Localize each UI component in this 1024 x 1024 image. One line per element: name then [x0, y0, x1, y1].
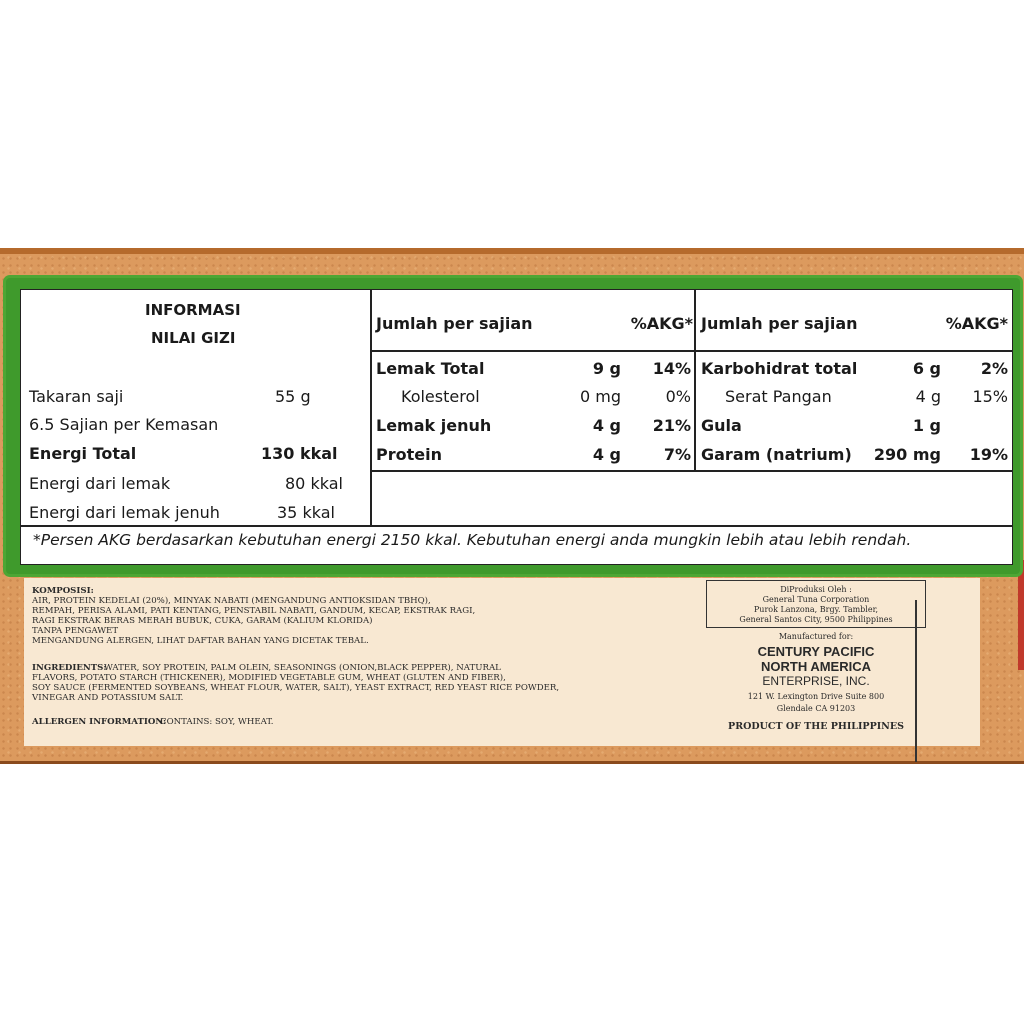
- right-rule: [915, 600, 917, 762]
- row-label: Kolesterol: [401, 387, 480, 406]
- row-amount: 0 mg: [579, 387, 621, 406]
- producer-line: Purok Lanzona, Brgy. Tambler,: [753, 605, 879, 614]
- top-rule: [0, 248, 1024, 254]
- amount-header-left: Jumlah per sajian: [376, 314, 533, 333]
- composition-line: RAGI EKSTRAK BERAS MERAH BUBUK, CUKA, GARAM (KALIUM KLORIDA): [32, 616, 373, 626]
- ingredients-line: SOY SAUCE (FERMENTED SOYBEANS, WHEAT FLOUR, WATER, SALT), YEAST EXTRACT, RED YEAST RICE POWDER,: [32, 683, 560, 693]
- row-amount: 4 g: [592, 445, 621, 464]
- composition-line: TANPA PENGAWET: [32, 626, 119, 636]
- red-edge-strip: [1018, 560, 1024, 670]
- composition-line: MENGANDUNG ALERGEN, LIHAT DAFTAR BAHAN YANG DICETAK TEBAL.: [32, 636, 369, 646]
- column-divider-1: [370, 290, 372, 527]
- ingredients-line: FLAVORS, POTATO STARCH (THICKENER), MODIFIED VEGETABLE GUM, WHEAT (GLUTEN AND FIBER),: [32, 673, 506, 683]
- allergen-heading: ALLERGEN INFORMATION:: [32, 717, 167, 727]
- manufacturer-name: NORTH AMERICA: [760, 659, 871, 674]
- energy-satfat-label: Energi dari lemak jenuh: [29, 503, 220, 522]
- column-divider-2: [694, 290, 696, 470]
- producer-line: General Tuna Corporation: [762, 595, 870, 604]
- serving-size-value: 55 g: [275, 387, 311, 406]
- header-rule: [370, 350, 1012, 352]
- row-label: Lemak Total: [376, 359, 485, 378]
- rows-bottom-rule: [370, 470, 1012, 472]
- row-akg: 0%: [665, 387, 691, 406]
- nutrition-facts-table: [20, 289, 1013, 565]
- manufacturer-address: Glendale CA 91203: [776, 704, 856, 713]
- energy-total-value: 130 kkal: [261, 444, 338, 463]
- ingredients-heading: INGREDIENTS:: [32, 663, 107, 673]
- row-amount: 4 g: [915, 387, 941, 406]
- footnote-rule: [21, 525, 1012, 527]
- row-label: Lemak jenuh: [376, 416, 492, 435]
- akg-footnote: *Persen AKG berdasarkan kebutuhan energi 2150 kkal. Kebutuhan energi anda mungkin lebih atau lebih rendah.: [33, 531, 912, 549]
- akg-header-left: %AKG*: [630, 314, 693, 333]
- energy-total-label: Energi Total: [29, 444, 137, 463]
- row-akg: 2%: [980, 359, 1008, 378]
- manufacturer-name: CENTURY PACIFIC: [757, 644, 875, 659]
- servings-per-pack: 6.5 Sajian per Kemasan: [29, 415, 219, 434]
- row-akg: 19%: [969, 445, 1008, 464]
- composition-line: AIR, PROTEIN KEDELAI (20%), MINYAK NABATI (MENGANDUNG ANTIOKSIDAN TBHQ),: [32, 596, 431, 606]
- energy-fat-label: Energi dari lemak: [29, 474, 171, 493]
- row-akg: 14%: [652, 359, 691, 378]
- manufacturer-address: 121 W. Lexington Drive Suite 800: [747, 692, 885, 701]
- row-amount: 1 g: [912, 416, 941, 435]
- row-label: Karbohidrat total: [701, 359, 858, 378]
- row-akg: 7%: [663, 445, 691, 464]
- row-label: Protein: [376, 445, 442, 464]
- nutrition-heading-line2: NILAI GIZI: [151, 329, 236, 347]
- country-of-origin: PRODUCT OF THE PHILIPPINES: [728, 721, 904, 732]
- ingredients-line: WATER, SOY PROTEIN, PALM OLEIN, SEASONINGS (ONION,BLACK PEPPER), NATURAL: [104, 663, 501, 673]
- amount-header-right: Jumlah per sajian: [701, 314, 858, 333]
- serving-size-label: Takaran saji: [29, 387, 124, 406]
- bottom-rule: [0, 761, 1024, 764]
- producer-line: DiProduksi Oleh :: [780, 585, 852, 594]
- energy-fat-value: 80 kkal: [285, 474, 343, 493]
- row-amount: 6 g: [912, 359, 941, 378]
- ingredients-line: VINEGAR AND POTASSIUM SALT.: [32, 693, 184, 703]
- composition-heading: KOMPOSISI:: [32, 586, 94, 596]
- row-label: Serat Pangan: [725, 387, 832, 406]
- row-amount: 4 g: [592, 416, 621, 435]
- manufactured-for-label: Manufactured for:: [778, 632, 854, 641]
- row-label: Garam (natrium): [701, 445, 852, 464]
- manufacturer-name: ENTERPRISE, INC.: [762, 674, 870, 688]
- allergen-text: CONTAINS: SOY, WHEAT.: [160, 717, 274, 727]
- row-amount: 290 mg: [873, 445, 941, 464]
- nutrition-heading-line1: INFORMASI: [145, 301, 241, 319]
- energy-satfat-value: 35 kkal: [277, 503, 335, 522]
- row-amount: 9 g: [592, 359, 621, 378]
- row-label: Gula: [701, 416, 742, 435]
- row-akg: 15%: [972, 387, 1008, 406]
- producer-line: General Santos City, 9500 Philippines: [739, 615, 893, 624]
- row-akg: 21%: [652, 416, 691, 435]
- composition-line: REMPAH, PERISA ALAMI, PATI KENTANG, PENSTABIL NABATI, GANDUM, KECAP, EKSTRAK RAGI,: [32, 606, 476, 616]
- akg-header-right: %AKG*: [945, 314, 1008, 333]
